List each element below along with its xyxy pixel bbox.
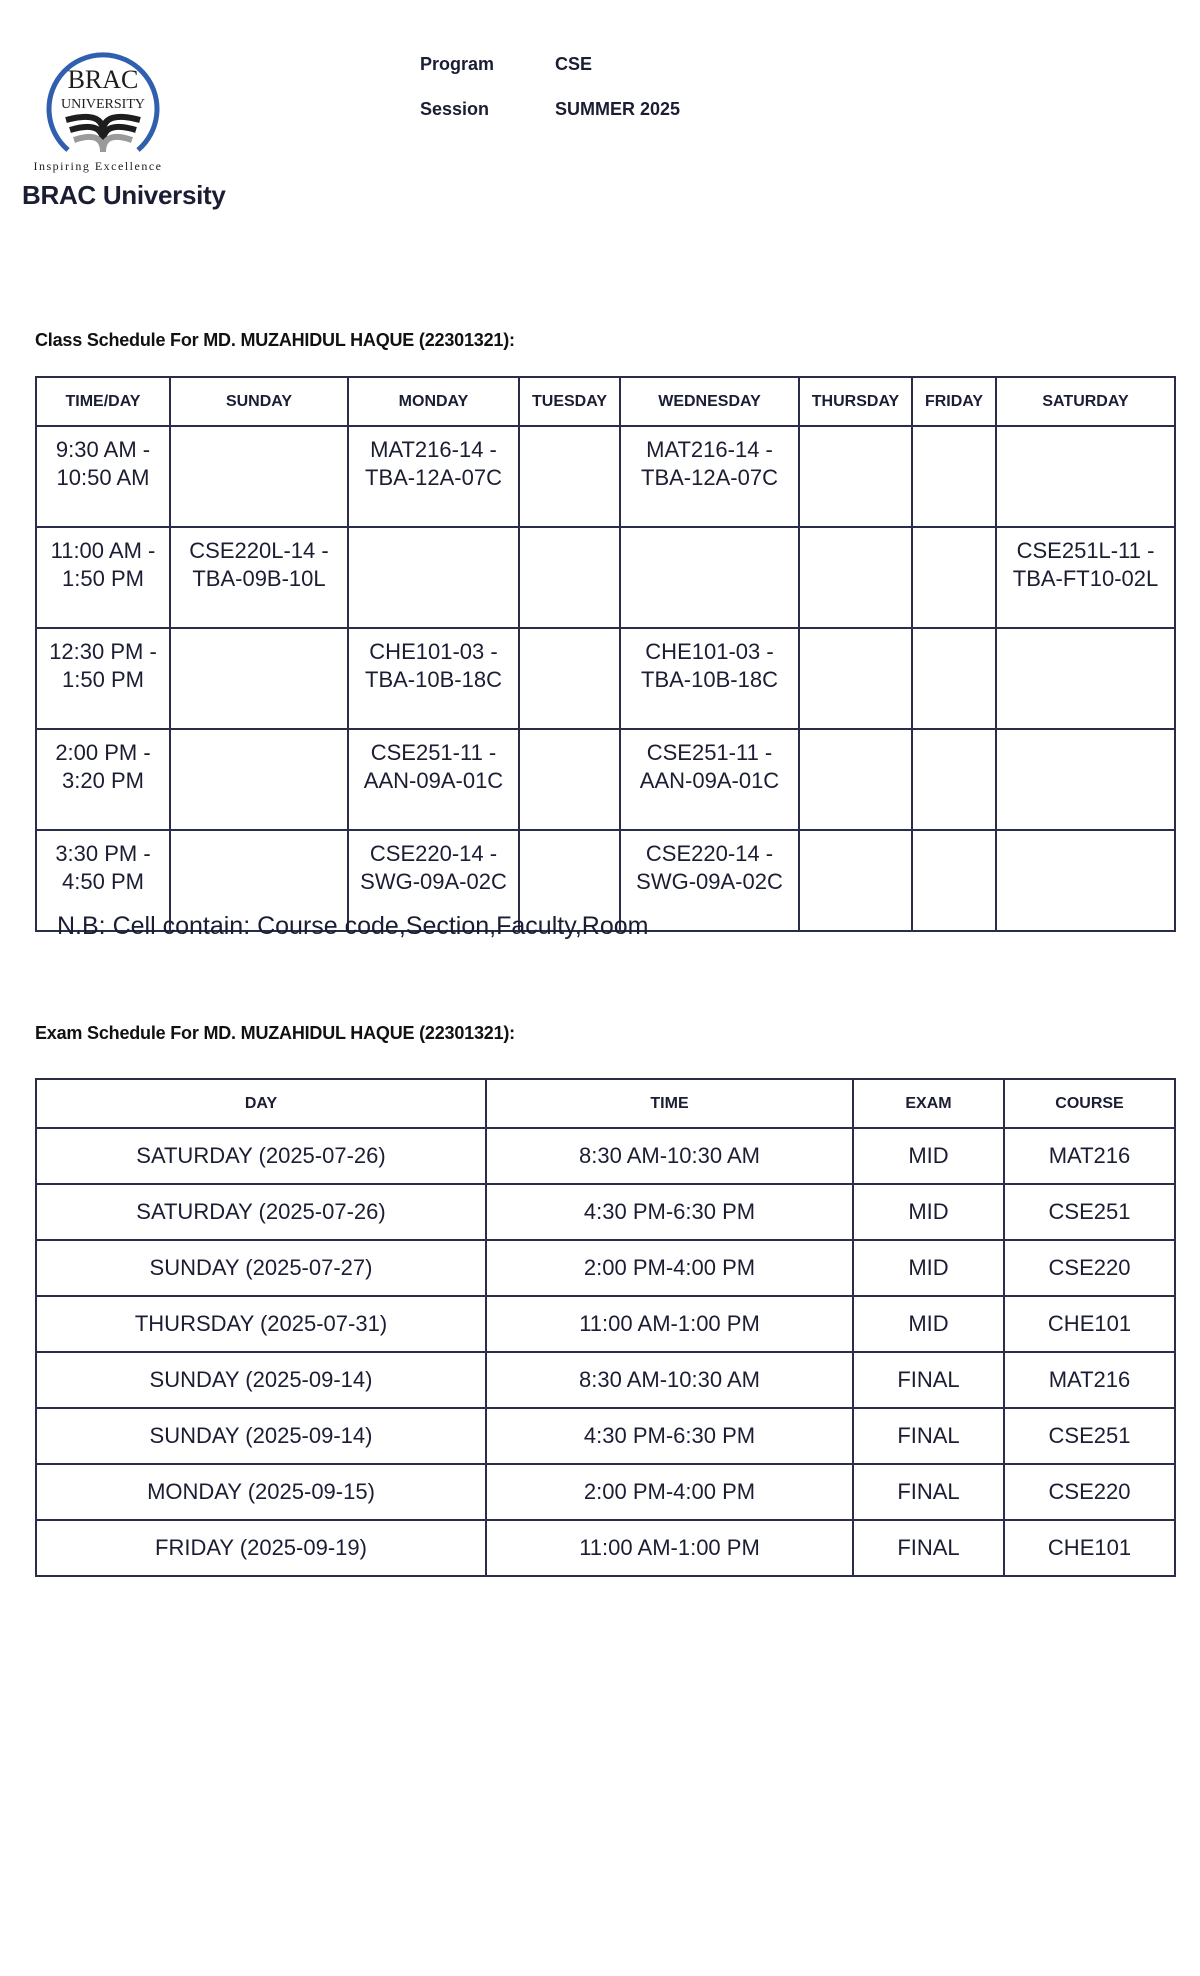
exam-course-cell: CSE251 xyxy=(1004,1408,1175,1464)
exam-time-cell: 4:30 PM-6:30 PM xyxy=(486,1184,853,1240)
exam-time-cell: 8:30 AM-10:30 AM xyxy=(486,1128,853,1184)
cell-text: 12:30 PM - 1:50 PM xyxy=(49,639,157,692)
table-row xyxy=(36,729,1175,830)
schedule-cell xyxy=(170,628,348,729)
exam-time-cell: 11:00 AM-1:00 PM xyxy=(486,1520,853,1576)
schedule-cell xyxy=(912,426,996,527)
schedule-cell xyxy=(799,830,912,931)
time-slot-cell xyxy=(36,628,170,729)
exam-type-cell: MID xyxy=(853,1128,1004,1184)
session-row xyxy=(420,99,680,144)
cell-text: CSE251-11 - AAN-09A-01C xyxy=(639,740,780,793)
column-header-time: TIME xyxy=(486,1079,853,1128)
schedule-cell xyxy=(519,729,620,830)
exam-type-cell: MID xyxy=(853,1184,1004,1240)
exam-time-cell: 2:00 PM-4:00 PM xyxy=(486,1464,853,1520)
cell-text: MAT216-14 - TBA-12A-07C xyxy=(641,437,778,490)
table-row xyxy=(36,1520,1175,1576)
column-header-time-day: TIME/DAY xyxy=(36,377,170,426)
schedule-cell xyxy=(348,628,519,729)
time-slot-cell xyxy=(36,426,170,527)
class-schedule-heading: Class Schedule For MD. MUZAHIDUL HAQUE (22301321): xyxy=(35,330,515,350)
schedule-cell xyxy=(912,628,996,729)
exam-day-cell: MONDAY (2025-09-15) xyxy=(36,1464,486,1520)
exam-type-cell: MID xyxy=(853,1296,1004,1352)
schedule-cell xyxy=(170,729,348,830)
exam-schedule-table xyxy=(35,1078,1176,1577)
column-header-thursday: THURSDAY xyxy=(799,377,912,426)
exam-schedule-heading: Exam Schedule For MD. MUZAHIDUL HAQUE (22301321): xyxy=(35,1023,515,1043)
program-row xyxy=(420,54,680,99)
exam-time-cell: 2:00 PM-4:00 PM xyxy=(486,1240,853,1296)
schedule-cell xyxy=(996,729,1175,830)
exam-day-cell: SUNDAY (2025-09-14) xyxy=(36,1408,486,1464)
cell-text: CSE220L-14 - TBA-09B-10L xyxy=(189,538,329,591)
cell-text: 9:30 AM - 10:50 AM xyxy=(55,437,151,490)
session-value: SUMMER 2025 xyxy=(555,99,681,119)
schedule-cell xyxy=(996,426,1175,527)
schedule-cell xyxy=(996,628,1175,729)
schedule-cell xyxy=(348,729,519,830)
table-row xyxy=(36,1240,1175,1296)
exam-day-cell: SATURDAY (2025-07-26) xyxy=(36,1128,486,1184)
program-label: Program xyxy=(420,54,495,74)
exam-time-cell: 4:30 PM-6:30 PM xyxy=(486,1408,853,1464)
exam-course-cell: MAT216 xyxy=(1004,1128,1175,1184)
cell-text: CSE251-11 - AAN-09A-01C xyxy=(363,740,504,793)
table-row xyxy=(36,1184,1175,1240)
exam-type-cell: MID xyxy=(853,1240,1004,1296)
exam-day-cell: SUNDAY (2025-09-14) xyxy=(36,1352,486,1408)
exam-course-cell: MAT216 xyxy=(1004,1352,1175,1408)
schedule-cell xyxy=(996,830,1175,931)
university-name: BRAC University xyxy=(22,180,226,210)
time-slot-cell xyxy=(36,729,170,830)
brac-logo-graphic xyxy=(18,32,178,174)
column-header-tuesday: TUESDAY xyxy=(519,377,620,426)
exam-day-cell: SUNDAY (2025-07-27) xyxy=(36,1240,486,1296)
schedule-cell xyxy=(912,729,996,830)
exam-time-cell: 11:00 AM-1:00 PM xyxy=(486,1296,853,1352)
exam-course-cell: CHE101 xyxy=(1004,1296,1175,1352)
schedule-note: N.B: Cell contain: Course code,Section,Faculty,Room xyxy=(57,912,649,940)
cell-text: CHE101-03 - TBA-10B-18C xyxy=(641,639,778,692)
column-header-monday: MONDAY xyxy=(348,377,519,426)
class-table-header-row xyxy=(36,377,1175,426)
exam-type-cell: FINAL xyxy=(853,1352,1004,1408)
exam-type-cell: FINAL xyxy=(853,1408,1004,1464)
column-header-wednesday: WEDNESDAY xyxy=(620,377,799,426)
exam-time-cell: 8:30 AM-10:30 AM xyxy=(486,1352,853,1408)
schedule-cell xyxy=(620,426,799,527)
table-row xyxy=(36,1352,1175,1408)
column-header-day: DAY xyxy=(36,1079,486,1128)
exam-type-cell: FINAL xyxy=(853,1464,1004,1520)
column-header-sunday: SUNDAY xyxy=(170,377,348,426)
program-value: CSE xyxy=(555,54,593,74)
exam-day-cell: FRIDAY (2025-09-19) xyxy=(36,1520,486,1576)
time-slot-cell xyxy=(36,527,170,628)
schedule-cell xyxy=(620,729,799,830)
schedule-cell xyxy=(799,527,912,628)
schedule-cell xyxy=(170,426,348,527)
column-header-exam: EXAM xyxy=(853,1079,1004,1128)
column-header-saturday: SATURDAY xyxy=(996,377,1175,426)
logo-line-1: BRAC xyxy=(67,65,139,94)
program-session-info xyxy=(420,54,680,144)
exam-day-cell: THURSDAY (2025-07-31) xyxy=(36,1296,486,1352)
cell-text: 2:00 PM - 3:20 PM xyxy=(55,740,151,793)
exam-course-cell: CSE220 xyxy=(1004,1240,1175,1296)
class-schedule-table xyxy=(35,376,1176,932)
table-row xyxy=(36,1464,1175,1520)
schedule-cell xyxy=(912,527,996,628)
logo-tagline: Inspiring Excellence xyxy=(33,159,163,173)
exam-table-header-row xyxy=(36,1079,1175,1128)
schedule-cell xyxy=(799,628,912,729)
column-header-friday: FRIDAY xyxy=(912,377,996,426)
table-row xyxy=(36,1408,1175,1464)
exam-course-cell: CSE251 xyxy=(1004,1184,1175,1240)
logo-line-2: UNIVERSITY xyxy=(61,97,145,112)
schedule-cell xyxy=(519,527,620,628)
exam-course-cell: CSE220 xyxy=(1004,1464,1175,1520)
cell-text: CSE251L-11 - TBA-FT10-02L xyxy=(1012,538,1159,591)
schedule-cell xyxy=(519,628,620,729)
schedule-cell xyxy=(799,426,912,527)
cell-text: CSE220-14 - SWG-09A-02C xyxy=(360,841,507,894)
table-row xyxy=(36,1296,1175,1352)
session-label: Session xyxy=(420,99,490,119)
cell-text: CSE220-14 - SWG-09A-02C xyxy=(636,841,783,894)
column-header-course: COURSE xyxy=(1004,1079,1175,1128)
schedule-cell xyxy=(620,628,799,729)
schedule-cell xyxy=(912,830,996,931)
cell-text: CHE101-03 - TBA-10B-18C xyxy=(365,639,502,692)
cell-text: MAT216-14 - TBA-12A-07C xyxy=(365,437,502,490)
table-row xyxy=(36,527,1175,628)
exam-day-cell: SATURDAY (2025-07-26) xyxy=(36,1184,486,1240)
exam-type-cell: FINAL xyxy=(853,1520,1004,1576)
cell-text: 3:30 PM - 4:50 PM xyxy=(55,841,151,894)
table-row xyxy=(36,426,1175,527)
schedule-cell xyxy=(620,527,799,628)
schedule-cell xyxy=(519,426,620,527)
schedule-cell xyxy=(996,527,1175,628)
table-row xyxy=(36,1128,1175,1184)
exam-course-cell: CHE101 xyxy=(1004,1520,1175,1576)
schedule-cell xyxy=(348,527,519,628)
schedule-cell xyxy=(170,527,348,628)
university-logo xyxy=(18,32,178,174)
cell-text: 11:00 AM - 1:50 PM xyxy=(50,538,156,591)
schedule-cell xyxy=(799,729,912,830)
schedule-cell xyxy=(348,426,519,527)
table-row xyxy=(36,628,1175,729)
